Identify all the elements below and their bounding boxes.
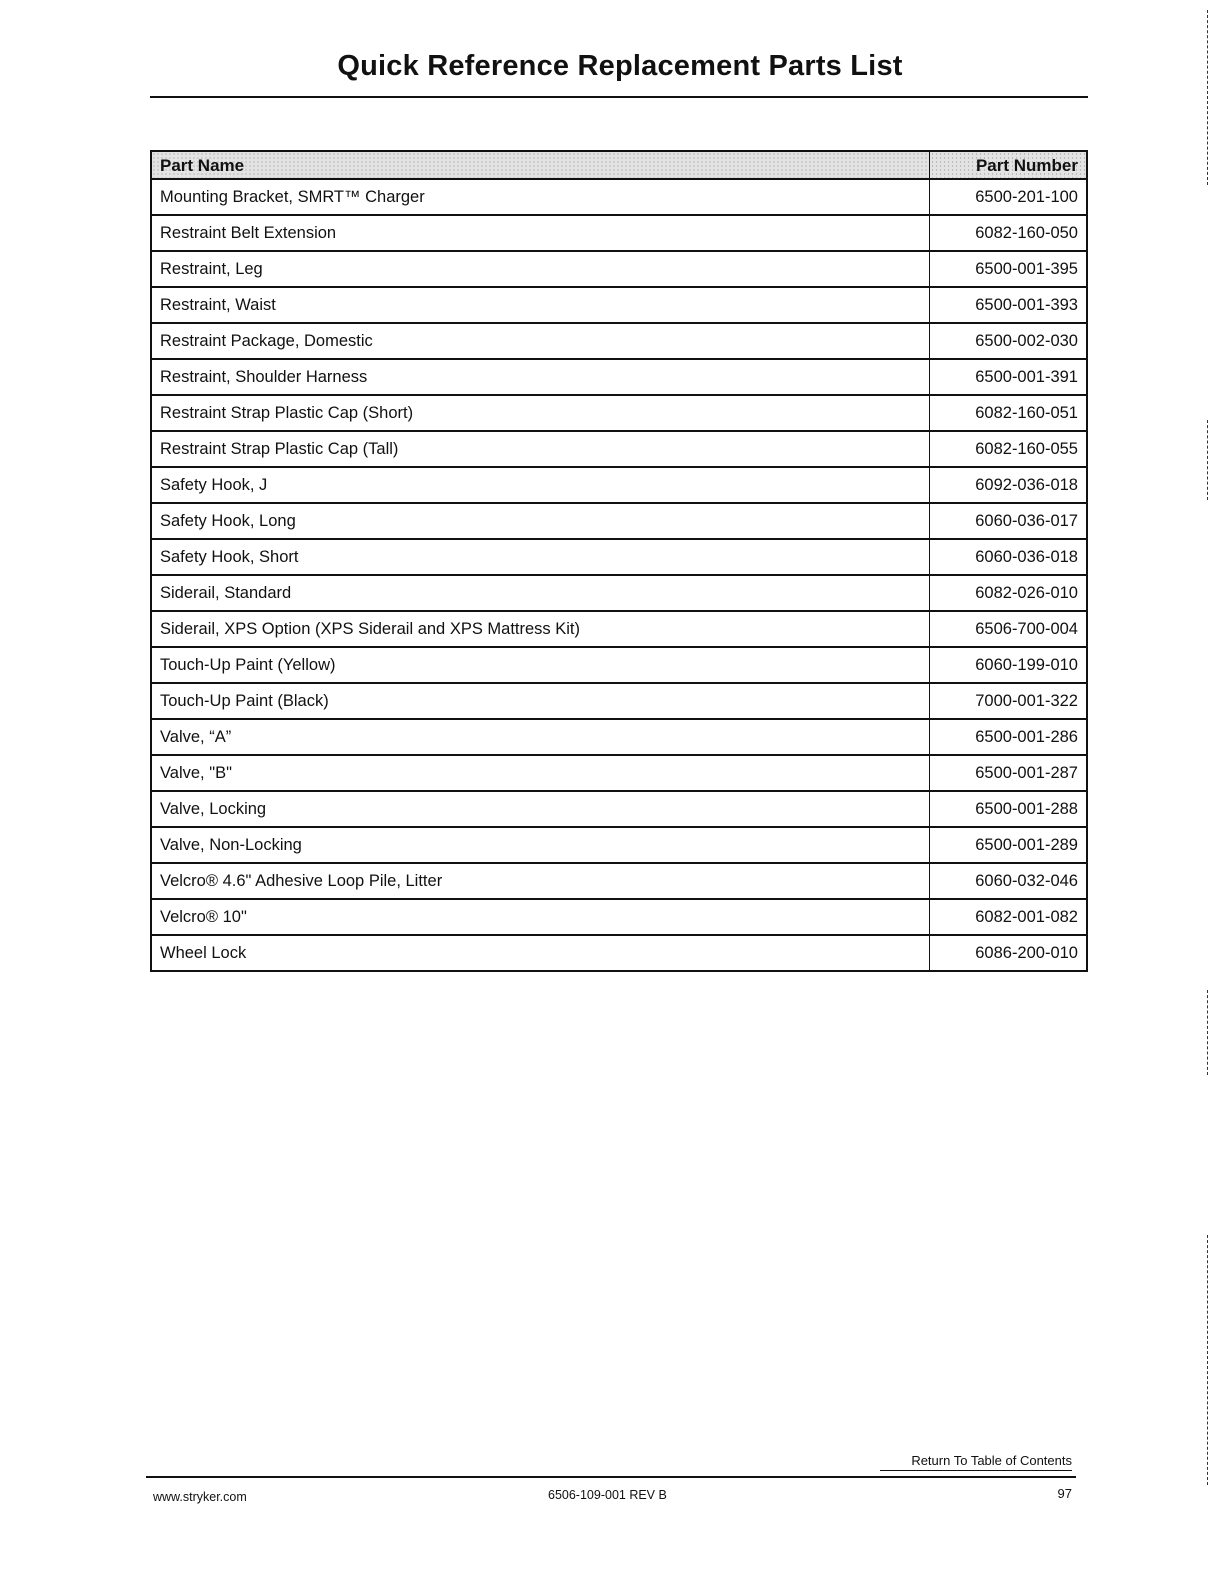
- table-row: [151, 395, 1087, 431]
- part-number-cell: 6500-001-391: [930, 359, 1088, 395]
- title-divider: [150, 96, 1088, 98]
- table-row: [151, 503, 1087, 539]
- table-row: [151, 863, 1087, 899]
- part-number-cell: 6506-700-004: [930, 611, 1088, 647]
- part-name-cell: Valve, Non-Locking: [151, 827, 930, 863]
- table-row: [151, 791, 1087, 827]
- part-name-cell: Touch-Up Paint (Yellow): [151, 647, 930, 683]
- part-name-cell: Safety Hook, Short: [151, 539, 930, 575]
- part-name-cell: Restraint Belt Extension: [151, 215, 930, 251]
- table-row: [151, 467, 1087, 503]
- table-row: [151, 251, 1087, 287]
- part-number-cell: 6082-026-010: [930, 575, 1088, 611]
- part-number-cell: 6500-001-288: [930, 791, 1088, 827]
- table-row: [151, 755, 1087, 791]
- part-name-cell: Safety Hook, Long: [151, 503, 930, 539]
- column-header-part-number: Part Number: [930, 151, 1088, 179]
- part-name-cell: Restraint, Waist: [151, 287, 930, 323]
- part-name-cell: Siderail, XPS Option (XPS Siderail and XPS Mattress Kit): [151, 611, 930, 647]
- table-row: [151, 899, 1087, 935]
- part-number-cell: 6500-001-287: [930, 755, 1088, 791]
- table-row: [151, 215, 1087, 251]
- footer-divider: [146, 1476, 1076, 1478]
- part-number-cell: 6500-001-393: [930, 287, 1088, 323]
- footer-website: www.stryker.com: [153, 1490, 247, 1504]
- part-number-cell: 6082-001-082: [930, 899, 1088, 935]
- part-number-cell: 6082-160-055: [930, 431, 1088, 467]
- part-name-cell: Restraint, Shoulder Harness: [151, 359, 930, 395]
- table-row: [151, 323, 1087, 359]
- scan-edge-mark: [1207, 10, 1208, 185]
- part-name-cell: Valve, Locking: [151, 791, 930, 827]
- part-number-cell: 6082-160-050: [930, 215, 1088, 251]
- part-name-cell: Restraint Strap Plastic Cap (Tall): [151, 431, 930, 467]
- part-name-cell: Velcro® 10": [151, 899, 930, 935]
- table-row: [151, 647, 1087, 683]
- table-row: [151, 719, 1087, 755]
- table-row: [151, 935, 1087, 971]
- table-row: [151, 179, 1087, 215]
- table-row: [151, 287, 1087, 323]
- part-name-cell: Restraint, Leg: [151, 251, 930, 287]
- table-header-row: [151, 151, 1087, 179]
- part-number-cell: 6082-160-051: [930, 395, 1088, 431]
- part-name-cell: Restraint Package, Domestic: [151, 323, 930, 359]
- parts-table-body: [151, 179, 1087, 971]
- part-name-cell: Mounting Bracket, SMRT™ Charger: [151, 179, 930, 215]
- part-number-cell: 6500-001-289: [930, 827, 1088, 863]
- table-row: [151, 683, 1087, 719]
- part-number-cell: 6060-032-046: [930, 863, 1088, 899]
- part-number-cell: 6500-001-286: [930, 719, 1088, 755]
- part-name-cell: Restraint Strap Plastic Cap (Short): [151, 395, 930, 431]
- part-number-cell: 6500-001-395: [930, 251, 1088, 287]
- part-number-cell: 6086-200-010: [930, 935, 1088, 971]
- part-name-cell: Wheel Lock: [151, 935, 930, 971]
- scan-edge-mark: [1207, 1235, 1208, 1485]
- footer-page-number: 97: [1057, 1486, 1072, 1501]
- table-row: [151, 359, 1087, 395]
- part-number-cell: 6092-036-018: [930, 467, 1088, 503]
- scan-edge-mark: [1207, 990, 1208, 1075]
- column-header-part-name: Part Name: [151, 151, 930, 179]
- part-name-cell: Safety Hook, J: [151, 467, 930, 503]
- footer-document-number: 6506-109-001 REV B: [548, 1488, 667, 1502]
- part-number-cell: 6060-199-010: [930, 647, 1088, 683]
- part-name-cell: Valve, "B": [151, 755, 930, 791]
- part-name-cell: Touch-Up Paint (Black): [151, 683, 930, 719]
- part-number-cell: 7000-001-322: [930, 683, 1088, 719]
- part-number-cell: 6060-036-018: [930, 539, 1088, 575]
- table-row: [151, 827, 1087, 863]
- return-to-toc-link[interactable]: Return To Table of Contents: [880, 1453, 1072, 1471]
- part-number-cell: 6060-036-017: [930, 503, 1088, 539]
- table-row: [151, 539, 1087, 575]
- scan-edge-mark: [1207, 420, 1208, 500]
- part-name-cell: Valve, “A”: [151, 719, 930, 755]
- parts-table: [150, 150, 1088, 972]
- part-name-cell: Siderail, Standard: [151, 575, 930, 611]
- page-title: Quick Reference Replacement Parts List: [337, 50, 903, 82]
- part-number-cell: 6500-002-030: [930, 323, 1088, 359]
- table-row: [151, 611, 1087, 647]
- table-row: [151, 575, 1087, 611]
- table-row: [151, 431, 1087, 467]
- part-name-cell: Velcro® 4.6" Adhesive Loop Pile, Litter: [151, 863, 930, 899]
- part-number-cell: 6500-201-100: [930, 179, 1088, 215]
